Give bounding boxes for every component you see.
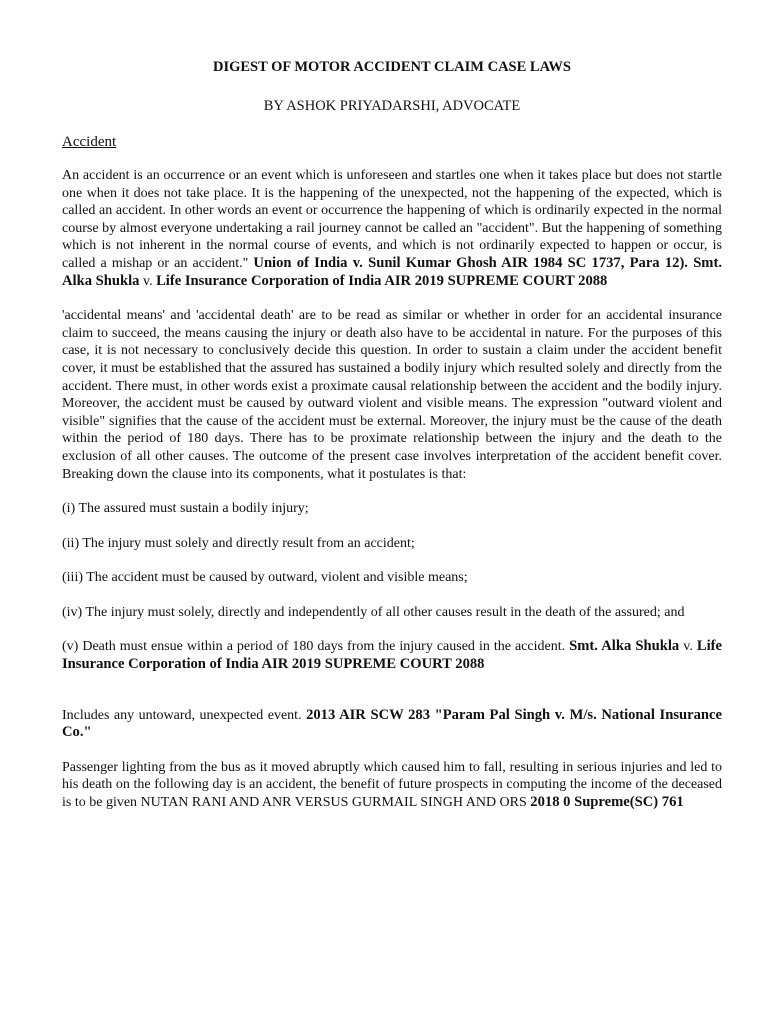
paragraph-text: Passenger lighting from the bus as it moved abruptly which caused him to fall, resulting in serious injuries and led to his death on the following day is an accident, the benefit of future prospects in computing the income of the deceased is to be given NUTAN RANI AND ANR VERSUS GURMAIL SINGH AND ORS bbox=[62, 759, 722, 811]
paragraph-untoward-event bbox=[62, 707, 722, 742]
case-citation: Smt. Alka Shukla bbox=[569, 638, 680, 655]
list-item: (i) The assured must sustain a bodily injury; bbox=[62, 501, 309, 517]
case-citation: 2013 AIR SCW 283 "Param Pal Singh v. M/s. National Insurance Co." bbox=[62, 706, 722, 741]
versus-text: v. bbox=[139, 273, 157, 289]
case-citation: Life Insurance Corporation of India AIR 2019 SUPREME COURT 2088 bbox=[156, 272, 608, 289]
document-title: DIGEST OF MOTOR ACCIDENT CLAIM CASE LAWS bbox=[212, 59, 571, 75]
list-item: (iv) The injury must solely, directly and independently of all other causes result in the death of the assured; and bbox=[62, 604, 685, 620]
paragraph-accidental-means: 'accidental means' and 'accidental death' are to be read as similar or whether in order for an accidental insurance claim to succeed, the means causing the injury or death also have to be accidental in nature. For the purposes of this case, it is not necessary to conclusively decide this question. In order to sustain a claim under the accident benefit cover, it must be established that the assured has sustained a bodily injury which resulted solely and directly from the accident. There must, in other words exist a proximate causal relationship between the accident and the bodily injury. Moreover, the accident must be caused by outward violent and visible means. The expression "outward violent and visible" signifies that the cause of the accident must be external. Moreover, the injury must be the cause of the death within the period of 180 days. There has to be proximate relationship between the injury and the death to the exclusion of all other causes. The outcome of the present case involves interpretation of the accident benefit cover. Breaking down the clause into its components, what it postulates is that: bbox=[62, 308, 722, 482]
paragraph-text: (v) Death must ensue within a period of 180 days from the injury caused in the accident. bbox=[62, 639, 570, 655]
paragraph-definition bbox=[62, 167, 722, 290]
paragraph-passenger bbox=[62, 759, 722, 812]
case-citation: Union of India v. Sunil Kumar Ghosh AIR 1984 SC 1737, Para 12). Smt. Alka Shukla bbox=[62, 254, 722, 289]
section-heading-accident: Accident bbox=[62, 134, 117, 150]
list-item-with-citation bbox=[62, 638, 722, 673]
list-item: (iii) The accident must be caused by outward, violent and visible means; bbox=[62, 570, 468, 586]
versus-text: v. bbox=[679, 639, 697, 655]
case-citation: Life Insurance Corporation of India AIR 2019 SUPREME COURT 2088 bbox=[62, 638, 722, 673]
list-item: (ii) The injury must solely and directly result from an accident; bbox=[62, 535, 415, 551]
case-citation: 2018 0 Supreme(SC) 761 bbox=[530, 794, 684, 811]
paragraph-text: An accident is an occurrence or an event which is unforeseen and startles one when it takes place but does not startle one when it does not take place. It is the happening of the unexpected, not the happening of the expected, which is called an accident. In other words an event or occurrence the happening of which is ordinarily expected in the normal course by almost everyone undertaking a rail journey cannot be called an "accident". But the happening of something which is not inherent in the normal course of events, and which is not ordinarily expected to happen or occur, is called a mishap or an accident." bbox=[62, 168, 722, 271]
author-byline: BY ASHOK PRIYADARSHI, ADVOCATE bbox=[263, 98, 521, 114]
paragraph-text: Includes any untoward, unexpected event. bbox=[62, 707, 307, 723]
